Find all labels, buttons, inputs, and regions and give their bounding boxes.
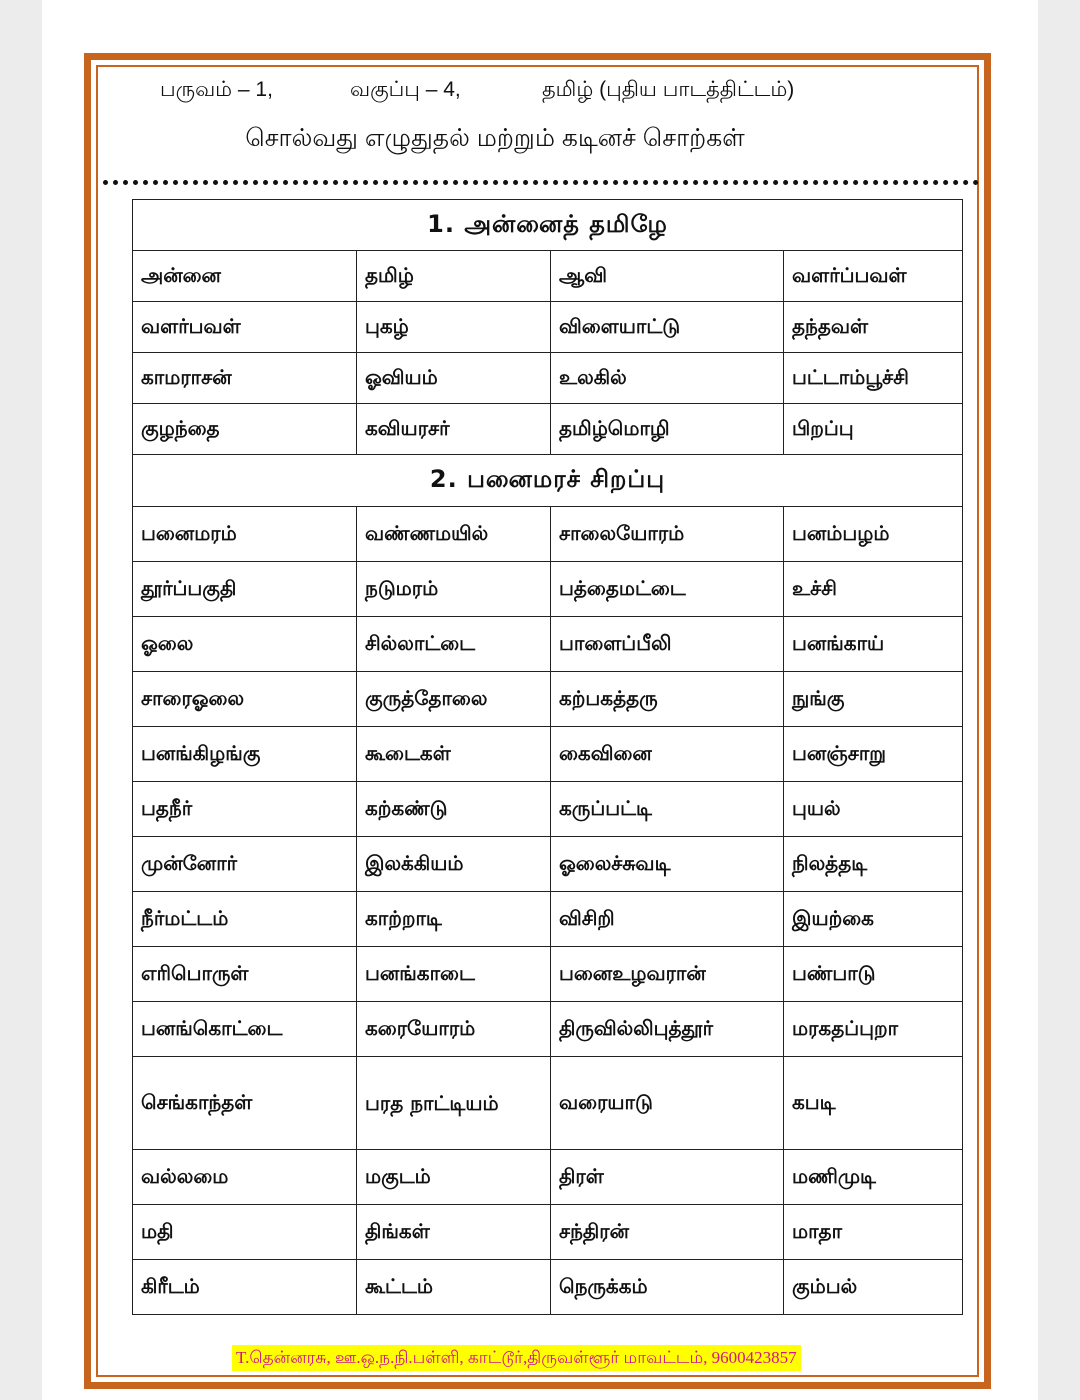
word-cell: சாரைஓலை [133, 672, 357, 727]
word-cell: குருத்தோலை [357, 672, 551, 727]
word-cell: கவியரசர் [357, 404, 551, 455]
word-cell: சந்திரன் [551, 1205, 784, 1260]
word-cell: காற்றாடி [357, 892, 551, 947]
word-cell: விசிறி [551, 892, 784, 947]
word-cell: மகுடம் [357, 1150, 551, 1205]
word-cell: முன்னோர் [133, 837, 357, 892]
word-cell: காமராசன் [133, 353, 357, 404]
word-cell: வல்லமை [133, 1150, 357, 1205]
word-cell: மரகதப்புறா [784, 1002, 963, 1057]
word-cell: பனங்காடை [357, 947, 551, 1002]
word-cell: தூர்ப்பகுதி [133, 562, 357, 617]
page-title: சொல்வது எழுதுதல் மற்றும் கடினச் சொற்கள் [245, 124, 745, 152]
word-cell: நடுமரம் [357, 562, 551, 617]
word-cell: அன்னை [133, 251, 357, 302]
word-cell: பதநீர் [133, 782, 357, 837]
word-cell: திரள் [551, 1150, 784, 1205]
word-cell: பண்பாடு [784, 947, 963, 1002]
word-cell: புகழ் [357, 302, 551, 353]
dotted-divider [103, 180, 979, 185]
word-cell: கற்பகத்தரு [551, 672, 784, 727]
word-cell: திங்கள் [357, 1205, 551, 1260]
word-cell: கும்பல் [784, 1260, 963, 1315]
word-cell: இயற்கை [784, 892, 963, 947]
word-cell: உச்சி [784, 562, 963, 617]
word-cell: நுங்கு [784, 672, 963, 727]
word-cell: திருவில்லிபுத்தூர் [551, 1002, 784, 1057]
word-cell: பனைஉழவரான் [551, 947, 784, 1002]
word-cell: மதி [133, 1205, 357, 1260]
word-cell: விளையாட்டு [551, 302, 784, 353]
word-cell: பனம்பழம் [784, 507, 963, 562]
header-line [160, 78, 860, 108]
word-cell: செங்காந்தள் [133, 1057, 357, 1150]
term-label: பருவம் – 1, [160, 78, 273, 101]
word-cell: வளர்பவள் [133, 302, 357, 353]
word-cell: கபடி [784, 1057, 963, 1150]
word-cell: பாளைப்பீலி [551, 617, 784, 672]
word-cell: நிலத்தடி [784, 837, 963, 892]
word-cell: நீர்மட்டம் [133, 892, 357, 947]
word-cell: கூடைகள் [357, 727, 551, 782]
word-cell: மணிமுடி [784, 1150, 963, 1205]
word-cell: தமிழ்மொழி [551, 404, 784, 455]
word-cell: கரையோரம் [357, 1002, 551, 1057]
footer-credit: T.தென்னரசு, ஊ.ஒ.ந.நி.பள்ளி, காட்டூர்,திருவள்ளூர் மாவட்டம், 9600423857 [232, 1345, 801, 1371]
word-cell: ஓவியம் [357, 353, 551, 404]
word-cell: கருப்பட்டி [551, 782, 784, 837]
word-cell: எரிபொருள் [133, 947, 357, 1002]
word-cell: உலகில் [551, 353, 784, 404]
word-cell: வண்ணமயில் [357, 507, 551, 562]
word-cell: பரத நாட்டியம் [357, 1057, 551, 1150]
word-cell: கற்கண்டு [357, 782, 551, 837]
grade-label: வகுப்பு – 4, [350, 78, 461, 101]
word-cell: பனஞ்சாறு [784, 727, 963, 782]
word-cell: பட்டாம்பூச்சி [784, 353, 963, 404]
word-cell: பனைமரம் [133, 507, 357, 562]
word-cell: புயல் [784, 782, 963, 837]
word-cell: ஓலை [133, 617, 357, 672]
word-cell: கைவினை [551, 727, 784, 782]
word-cell: சில்லாட்டை [357, 617, 551, 672]
word-cell: குழந்தை [133, 404, 357, 455]
word-cell: கிரீடம் [133, 1260, 357, 1315]
subject-label: தமிழ் (புதிய பாடத்திட்டம்) [542, 78, 795, 101]
word-cell: தந்தவள் [784, 302, 963, 353]
word-cell: தமிழ் [357, 251, 551, 302]
word-cell: சாலையோரம் [551, 507, 784, 562]
word-cell: வரையாடு [551, 1057, 784, 1150]
word-cell: நெருக்கம் [551, 1260, 784, 1315]
word-cell: மாதா [784, 1205, 963, 1260]
word-table [132, 199, 963, 1315]
word-cell: பனங்கொட்டை [133, 1002, 357, 1057]
word-cell: வளர்ப்பவள் [784, 251, 963, 302]
word-cell: பனங்கிழங்கு [133, 727, 357, 782]
section-heading: 2. பனைமரச் சிறப்பு [133, 455, 963, 507]
word-cell: இலக்கியம் [357, 837, 551, 892]
word-cell: பனங்காய் [784, 617, 963, 672]
word-cell: பிறப்பு [784, 404, 963, 455]
word-cell: ஆவி [551, 251, 784, 302]
section-heading: 1. அன்னைத் தமிழே [133, 200, 963, 251]
word-cell: கூட்டம் [357, 1260, 551, 1315]
word-cell: ஓலைச்சுவடி [551, 837, 784, 892]
word-cell: பத்தைமட்டை [551, 562, 784, 617]
